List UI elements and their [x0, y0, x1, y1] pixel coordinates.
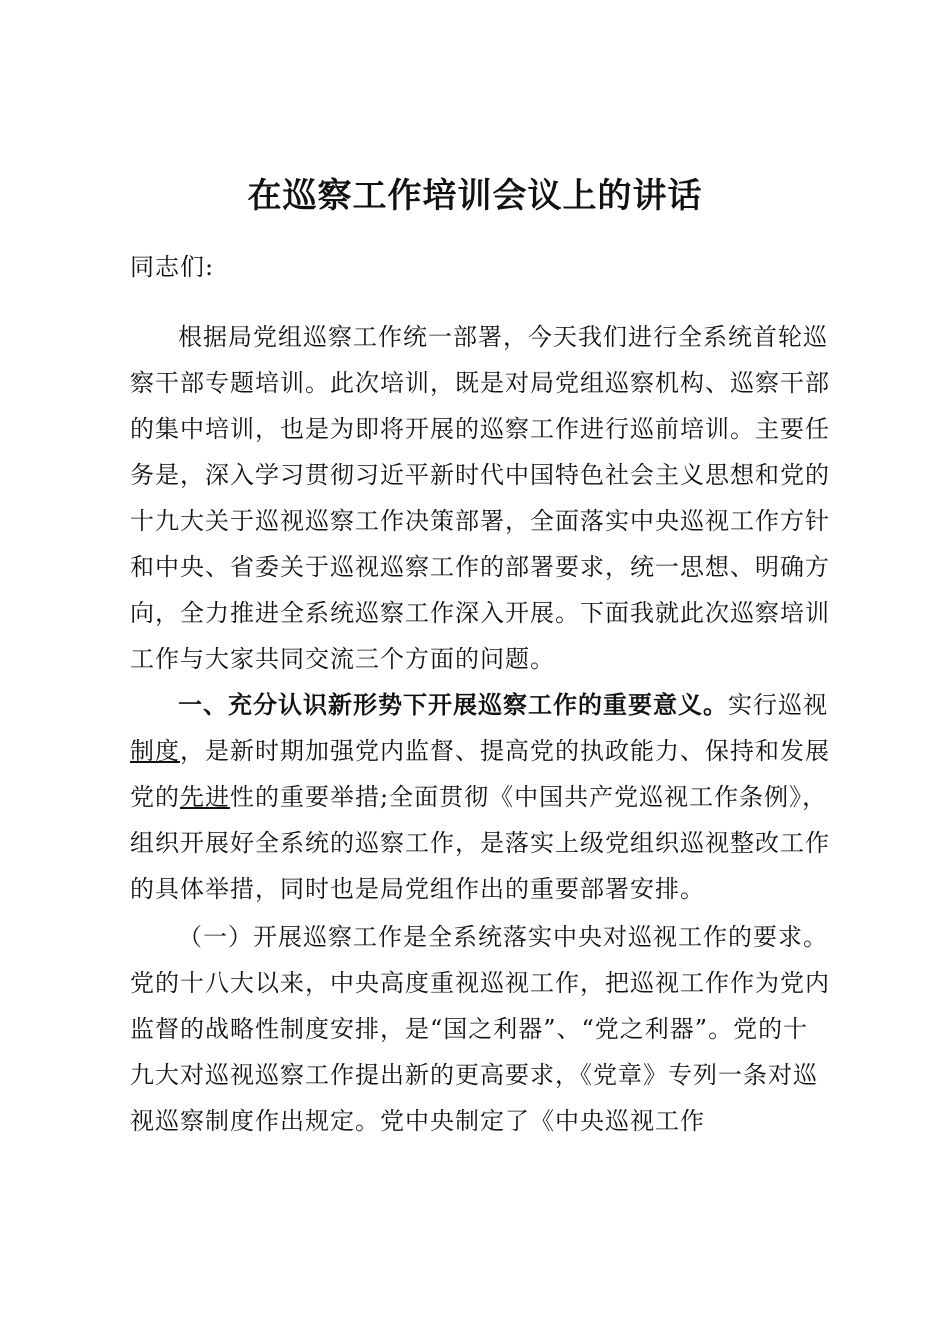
underlined-term-xianjin: 先进 — [180, 783, 230, 811]
paragraph-subsection-1: （一）开展巡察工作是全系统落实中央对巡视工作的要求。党的十八大以来，中央高度重视巡视工作，把巡视工作作为党内监督的战略性制度安排，是“国之利器”、“党之利器”。党的十九大对巡视巡察工作提出新的更高要求，《党章》专列一条对巡视巡察制度作出规定。党中央制定了《中央巡视工作 — [130, 923, 830, 1135]
section-heading: 一、充分认识新形势下开展巡察工作的重要意义。 — [178, 690, 728, 719]
salutation: 同志们: — [130, 253, 215, 281]
document-title: 在巡察工作培训会议上的讲话 — [247, 176, 703, 216]
underlined-term-zhidu: 制度 — [130, 737, 180, 765]
section-text-c: 性的重要举措;全面贯彻《中国共产党巡视工作条例》，组织开展好全系统的巡察工作，是落实上级党组织巡视整改工作的具体举措，同时也是局党组作出的重要部署安排。 — [130, 783, 830, 903]
paragraph-intro: 根据局党组巡察工作统一部署，今天我们进行全系统首轮巡察干部专题培训。此次培训，既是对局党组巡察机构、巡察干部的集中培训，也是为即将开展的巡察工作进行巡前培训。主要任务是，深入学习贯彻习近平新时代中国特色社会主义思想和党的十九大关于巡视巡察工作决策部署，全面落实中央巡视工作方针和中央、省委关于巡视巡察工作的部署要求，统一思想、明确方向，全力推进全系统巡察工作深入开展。下面我就此次巡察培训工作与大家共同交流三个方面的问题。 — [130, 323, 830, 673]
section-text-b: ，是新时期加强党内监督、提高党的执政能力、保持和发展党的 — [130, 737, 830, 811]
section-text-a: 实行巡视 — [728, 691, 828, 719]
paragraph-section-1 — [130, 682, 830, 912]
